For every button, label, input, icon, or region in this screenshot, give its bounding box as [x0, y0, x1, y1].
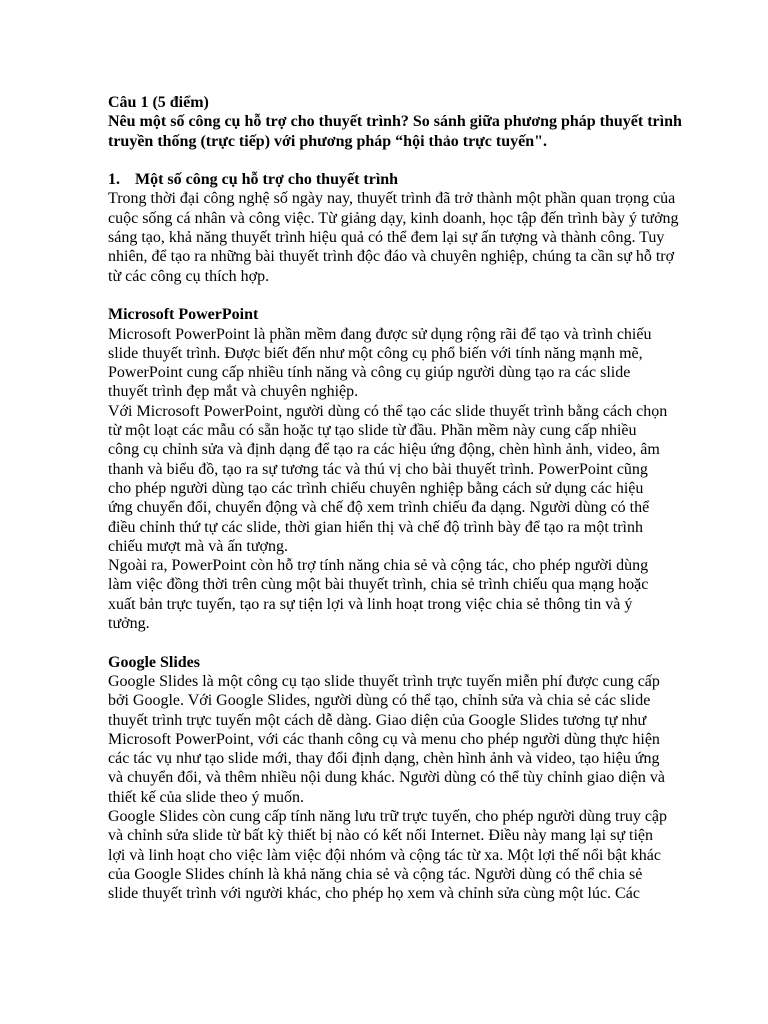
- question-prompt-line: truyền thống (trực tiếp) với phương pháp “hội thảo trực tuyến".: [108, 132, 547, 150]
- body-line: thiết kế của slide theo ý muốn.: [108, 788, 304, 806]
- paragraph-gap: [108, 151, 708, 170]
- section-heading: [108, 170, 708, 189]
- body-line: từ một loạt các mẫu có sẵn hoặc tự tạo slide từ đầu. Phần mềm này cung cấp nhiều: [108, 422, 637, 440]
- body-line: thuyết trình đẹp mắt và chuyên nghiệp.: [108, 383, 359, 401]
- body-line: các tác vụ như tạo slide mới, thay đổi định dạng, chèn hình ảnh và video, tạo hiệu ứng: [108, 750, 660, 768]
- body-line: Google Slides là một công cụ tạo slide thuyết trình trực tuyến miễn phí được cung cấp: [108, 672, 660, 690]
- body-line: Microsoft PowerPoint, với các thanh công cụ và menu cho phép người dùng thực hiện: [108, 730, 660, 748]
- body-line: PowerPoint cung cấp nhiều tính năng và công cụ giúp người dùng tạo ra các slide: [108, 364, 631, 382]
- body-line: và chỉnh sửa slide từ bất kỳ thiết bị nào có kết nối Internet. Điều này mang lại sự tiện: [108, 827, 653, 845]
- section1-body: [108, 189, 708, 285]
- question-prompt-line: Nêu một số công cụ hỗ trợ cho thuyết trình? So sánh giữa phương pháp thuyết trình: [108, 113, 682, 131]
- body-line: cuộc sống cá nhân và công việc. Từ giảng dạy, kinh doanh, học tập đến trình bày ý tưởng: [108, 209, 679, 227]
- body-line: Với Microsoft PowerPoint, người dùng có thể tạo các slide thuyết trình bằng cách chọn: [108, 402, 668, 420]
- body-line: và chuyển đổi, và thêm nhiều nội dung khác. Người dùng có thể tùy chỉnh giao diện và: [108, 769, 666, 787]
- body-line: lợi và linh hoạt cho việc làm việc đội nhóm và cộng tác từ xa. Một lợi thế nổi bật khác: [108, 846, 662, 864]
- body-line: Trong thời đại công nghệ số ngày nay, thuyết trình đã trở thành một phần quan trọng của: [108, 190, 676, 208]
- body-line: cho phép người dùng tạo các trình chiếu chuyên nghiệp bằng cách sử dụng các hiệu: [108, 479, 644, 497]
- body-line: Google Slides còn cung cấp tính năng lưu trữ trực tuyến, cho phép người dùng truy cập: [108, 807, 668, 825]
- body-line: tưởng.: [108, 615, 150, 633]
- body-line: bởi Google. Với Google Slides, người dùng có thể tạo, chỉnh sửa và chia sẻ các slide: [108, 692, 651, 710]
- powerpoint-body: [108, 325, 708, 634]
- body-line: xuất bản trực tuyến, tạo ra sự tiện lợi và linh hoạt trong việc chia sẻ thông tin và ý: [108, 595, 633, 613]
- question-title: Câu 1 (5 điểm): [108, 94, 209, 111]
- body-line: thanh và biểu đồ, tạo ra sự tương tác và thú vị cho bài thuyết trình. PowerPoint cũng: [108, 460, 648, 478]
- body-line: ứng chuyển đổi, chuyển động và chế độ xem trình chiếu đa dạng. Người dùng có thể: [108, 499, 650, 517]
- body-line: sáng tạo, khả năng thuyết trình hiệu quả có thể đem lại sự ấn tượng và thành công. Tuy: [108, 229, 665, 247]
- body-line: nhiên, để tạo ra những bài thuyết trình độc đáo và chuyên nghiệp, chúng ta cần sự hỗ trợ: [108, 248, 675, 266]
- paragraph-gap: [108, 286, 708, 305]
- body-line: Ngoài ra, PowerPoint còn hỗ trợ tính năng chia sẻ và cộng tác, cho phép người dùng: [108, 557, 649, 575]
- body-line: điều chỉnh thứ tự các slide, thời gian hiển thị và chế độ trình bày để tạo ra một trình: [108, 518, 643, 536]
- body-line: Microsoft PowerPoint là phần mềm đang được sử dụng rộng rãi để tạo và trình chiếu: [108, 325, 652, 343]
- section-number: 1.: [108, 171, 120, 189]
- body-line: công cụ chỉnh sửa và định dạng để tạo ra các hiệu ứng động, chèn hình ảnh, video, âm: [108, 441, 660, 459]
- body-line: slide thuyết trình với người khác, cho phép họ xem và chỉnh sửa cùng một lúc. Các: [108, 885, 640, 903]
- section-heading-text: Một số công cụ hỗ trợ cho thuyết trình: [135, 171, 399, 189]
- body-line: từ các công cụ thích hợp.: [108, 267, 270, 285]
- paragraph-gap: [108, 633, 708, 652]
- powerpoint-heading: Microsoft PowerPoint: [108, 306, 259, 324]
- body-line: chiếu mượt mà và ấn tượng.: [108, 537, 288, 555]
- body-line: thuyết trình trực tuyến một cách dễ dàng. Giao diện của Google Slides tương tự như: [108, 711, 647, 729]
- googleslides-heading: Google Slides: [108, 653, 201, 671]
- document-page: [108, 93, 708, 903]
- body-line: làm việc đồng thời trên cùng một bài thuyết trình, chia sẻ trình chiếu qua mạng hoặc: [108, 576, 649, 594]
- googleslides-body: [108, 672, 708, 904]
- body-line: slide thuyết trình. Được biết đến như một công cụ phổ biến với tính năng mạnh mẽ,: [108, 344, 643, 362]
- body-line: của Google Slides chính là khả năng chia sẻ và cộng tác. Người dùng có thể chia sẻ: [108, 865, 643, 883]
